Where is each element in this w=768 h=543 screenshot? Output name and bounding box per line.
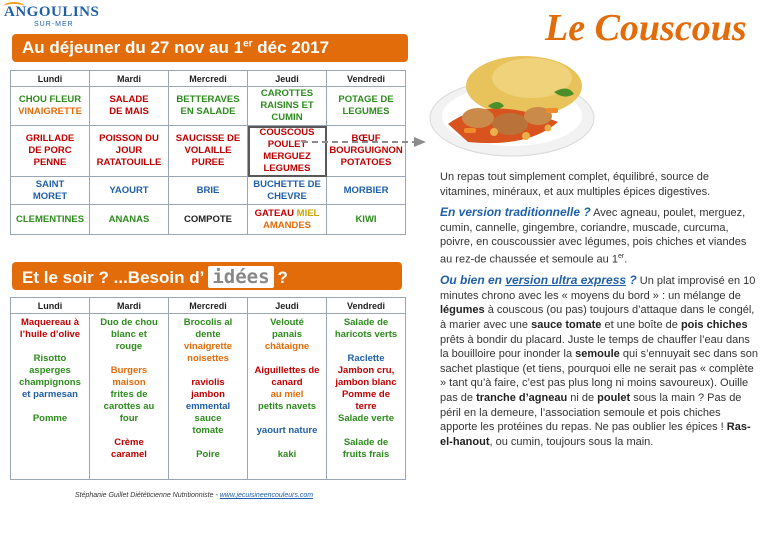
menu-item-text: CHOU FLEUR: [18, 94, 82, 105]
menu-item-text: BUCHETTE DE: [253, 178, 321, 190]
lunch-cell: [169, 87, 248, 126]
traditional-end: .: [624, 253, 628, 266]
lunch-title-post: déc 2017: [252, 38, 330, 57]
menu-item-text: [128, 425, 131, 436]
express-f: pois chiches: [680, 319, 748, 331]
credit-line: [75, 492, 313, 499]
menu-item-text: Duo de chou: [100, 317, 158, 328]
menu-item-text: PUREE: [191, 157, 225, 168]
menu-item-text: KIWI: [355, 213, 377, 225]
menu-item-text: BRIE: [196, 184, 220, 196]
menu-item-text: canard: [271, 377, 303, 388]
menu-item-text: RATATOUILLE: [96, 157, 162, 168]
lunch-cell: [248, 205, 327, 235]
lunch-row: [11, 126, 406, 177]
lunch-cell: [11, 177, 90, 205]
menu-item-text: MORBIER: [343, 184, 389, 196]
menu-item-text: champignons: [19, 377, 81, 388]
menu-item-text: GRILLADE: [25, 133, 75, 144]
menu-item-text: Salade verte: [338, 413, 394, 424]
menu-item-text: jambon: [191, 389, 225, 400]
lunch-day-header: Mardi: [90, 71, 169, 87]
menu-item-text: CAROTTES: [260, 88, 314, 99]
lunch-row: [11, 177, 406, 205]
menu-item-text: dente: [195, 329, 221, 340]
menu-item-text: GATEAU: [254, 207, 297, 219]
menu-item-text: sauce: [194, 413, 222, 424]
menu-item-text: [49, 341, 52, 352]
lunch-cell: [11, 126, 90, 177]
menu-item-text: AMANDES: [262, 219, 312, 231]
dinner-title-post: ?: [277, 268, 288, 287]
express-a: Un plat improvisé en 10 minutes chrono avec les « moyens du bord » : un mélange de: [440, 275, 756, 302]
menu-item-text: MERGUEZ: [263, 151, 311, 162]
lunch-cell: [248, 87, 327, 126]
menu-item-text: Salade de: [343, 437, 389, 448]
menu-item-text: BETTERAVES: [176, 94, 240, 105]
menu-item-text: YAOURT: [109, 184, 149, 196]
menu-item-text: Velouté: [270, 317, 304, 328]
menu-item-text: jambon blanc: [335, 377, 397, 388]
menu-item-text: CHEVRE: [267, 190, 307, 202]
menu-item-text: SAUCISSE DE: [175, 133, 241, 144]
dinner-banner: [12, 262, 402, 290]
menu-item-text: emmental: [185, 401, 231, 412]
dinner-row: [11, 314, 406, 480]
lunch-banner: [12, 34, 408, 62]
menu-item-text: asperges: [29, 365, 71, 376]
menu-item-text: noisettes: [187, 353, 229, 364]
menu-item-text: JOUR: [115, 145, 143, 156]
menu-item-text: Pomme de: [341, 389, 391, 400]
menu-item-text: POTATOES: [340, 157, 392, 168]
dinner-menu-table: [10, 297, 406, 480]
dinner-title-word: idées: [208, 266, 273, 288]
menu-item-text: BOURGUIGNON: [329, 145, 403, 156]
logo-text: ANGOULINS: [4, 4, 100, 20]
menu-item-text: Salade de: [343, 317, 389, 328]
menu-item-text: Risotto: [33, 353, 67, 364]
lunch-day-header: Vendredi: [327, 71, 406, 87]
dinner-cell: [248, 314, 327, 480]
menu-item-text: Poire: [196, 449, 220, 460]
menu-item-text: BŒUF: [351, 133, 381, 144]
traditional-sup: er: [617, 252, 625, 260]
express-h: semoule: [575, 348, 620, 361]
menu-item-text: Pomme: [32, 413, 68, 424]
menu-item-text: SALADE: [109, 94, 149, 105]
menu-item-text: raviolis: [191, 377, 225, 388]
lunch-day-header: Jeudi: [248, 71, 327, 87]
menu-item-text: DE MAIS: [109, 106, 149, 117]
logo-subtext: SUR-MER: [34, 21, 74, 28]
menu-item-text: [286, 353, 289, 364]
menu-item-text: RAISINS ET: [260, 100, 314, 111]
lunch-cell: [90, 87, 169, 126]
menu-item-text: [365, 425, 368, 436]
express-heading-c: ?: [626, 273, 637, 288]
traditional-heading: En version traditionnelle ?: [440, 205, 591, 220]
menu-item-text: POISSON DU: [99, 133, 159, 144]
menu-item-text: au miel: [270, 389, 304, 400]
lunch-row: [11, 205, 406, 235]
lunch-day-header: Lundi: [11, 71, 90, 87]
express-c: à couscous (ou pas) toujours d’attaque dans le congél, à marier avec une: [440, 304, 755, 331]
express-m: sous la main ? Pas de péril en la demeure, l’association semoule et pois chiches apporte les protéines du repas. Ne pas oublier les épices !: [440, 391, 742, 434]
menu-item-text: CLEMENTINES: [15, 213, 85, 225]
article-intro: Un repas tout simplement complet, équilibré, source de vitamines, minéraux, et aux multiples épices digestives.: [440, 171, 711, 198]
menu-item-text: vinaigrette: [183, 341, 233, 352]
menu-item-text: ANANAS: [108, 213, 150, 225]
dinner-day-header: Vendredi: [327, 298, 406, 314]
menu-item-text: VOLAILLE: [184, 145, 232, 156]
menu-item-text: panais: [271, 329, 303, 340]
menu-item-text: MIEL: [296, 207, 320, 219]
menu-item-text: Maquereau à: [20, 317, 80, 328]
dinner-day-header: Mardi: [90, 298, 169, 314]
dinner-day-header: Mercredi: [169, 298, 248, 314]
lunch-cell: [327, 177, 406, 205]
menu-item-text: Jambon cru,: [337, 365, 395, 376]
lunch-title-pre: Au déjeuner du 27 nov au 1: [22, 38, 244, 57]
menu-item-text: COUSCOUS: [259, 127, 315, 138]
menu-item-text: Brocolis al: [183, 317, 233, 328]
menu-item-text: [49, 401, 52, 412]
menu-item-text: maison: [112, 377, 146, 388]
menu-item-text: Aiguillettes de: [254, 365, 320, 376]
dinner-cell: [327, 314, 406, 480]
express-g: prêts à bondir du placard. Juste le temps de chauffer l’eau dans la bouilloire pour inonder la: [440, 333, 750, 361]
menu-item-text: DE PORC: [28, 145, 72, 156]
lunch-cell: [248, 177, 327, 205]
menu-item-text: COMPOTE: [183, 213, 233, 225]
express-n: Ras-el-hanout: [440, 421, 751, 448]
menu-item-text: POULET: [267, 139, 307, 150]
menu-item-text: PENNE: [33, 157, 67, 168]
menu-item-text: blanc et: [111, 329, 147, 340]
express-heading-a: Ou bien en: [440, 273, 506, 288]
menu-item-text: Raclette: [347, 353, 385, 364]
menu-item-text: tomate: [192, 425, 224, 436]
logo: [4, 4, 100, 32]
lunch-cell: [11, 205, 90, 235]
menu-item-text: [207, 437, 210, 448]
dinner-cell: [169, 314, 248, 480]
express-k: ni de: [567, 391, 598, 404]
menu-item-text: four: [119, 413, 139, 424]
lunch-cell: [327, 126, 406, 177]
lunch-cell: [90, 205, 169, 235]
lunch-title-sup: er: [243, 38, 253, 50]
express-d: sauce tomate: [531, 319, 602, 331]
menu-item-text: CUMIN: [271, 112, 303, 123]
express-j: tranche d’agneau: [476, 391, 568, 404]
lunch-cell: [90, 177, 169, 205]
menu-item-text: Burgers: [110, 365, 148, 376]
menu-item-text: rouge: [115, 341, 143, 352]
menu-item-text: LEGUMES: [263, 163, 311, 174]
menu-item-text: et parmesan: [22, 389, 78, 400]
menu-item-text: POTAGE DE: [338, 94, 394, 105]
lunch-cell: [169, 126, 248, 177]
article-title: Le Couscous: [545, 7, 747, 49]
dinner-day-header: Lundi: [11, 298, 90, 314]
credit-text: Stéphanie Guillet Diététicienne Nutritionniste -: [75, 492, 220, 499]
express-e: et une boîte de: [601, 319, 681, 331]
lunch-cell: [169, 205, 248, 235]
lunch-cell-highlighted: [248, 126, 327, 177]
express-b: légumes: [440, 304, 485, 317]
express-i: qui s’ennuyait sec dans son sachet plastique (et tiens, pourquoi elle ne serait pas « complète » tant qu’à faire, c’est pas plus long ni moins savoureux). Ouille pas de: [440, 348, 758, 404]
dinner-cell: [90, 314, 169, 480]
menu-item-text: haricots verts: [334, 329, 398, 340]
express-l: poulet: [597, 391, 631, 404]
menu-item-text: terre: [355, 401, 377, 412]
couscous-dish-image: [428, 44, 596, 160]
lunch-cell: [90, 126, 169, 177]
menu-item-text: frites de: [110, 389, 148, 400]
menu-item-text: yaourt nature: [256, 425, 318, 436]
article-traditional: [440, 205, 760, 267]
lunch-menu-table: [10, 70, 406, 235]
menu-item-text: [207, 365, 210, 376]
dinner-day-header: Jeudi: [248, 298, 327, 314]
dinner-title-pre: Et le soir ? ...Besoin d’: [22, 268, 205, 287]
article-express: [440, 273, 760, 449]
menu-item-text: MORET: [32, 190, 68, 202]
menu-item-text: Crème: [114, 437, 144, 448]
menu-item-text: EN SALADE: [180, 106, 236, 117]
menu-item-text: [365, 341, 368, 352]
menu-item-text: fruits frais: [342, 449, 390, 460]
menu-item-text: [286, 437, 289, 448]
menu-item-text: [286, 413, 289, 424]
lunch-day-header: Mercredi: [169, 71, 248, 87]
menu-item-text: [128, 353, 131, 364]
menu-item-text: petits navets: [257, 401, 317, 412]
menu-item-text: LEGUMES: [342, 106, 390, 117]
menu-item-text: carottes au: [103, 401, 155, 412]
express-o: , ou cumin, toujours sous la main.: [489, 435, 654, 448]
article-text: [440, 170, 760, 455]
lunch-cell: [327, 205, 406, 235]
lunch-cell: [11, 87, 90, 126]
menu-item-text: SAINT: [35, 178, 65, 190]
lunch-row: [11, 87, 406, 126]
lunch-cell: [327, 87, 406, 126]
menu-item-text: châtaigne: [264, 341, 310, 352]
traditional-body: Avec agneau, poulet, merguez, cumin, cannelle, gingembre, coriandre, muscade, curcuma, poivre, en couscoussier avec légumes, pois chiches et viandes au rez-de chaussée et semoule au 1: [440, 207, 747, 266]
menu-item-text: caramel: [111, 449, 147, 460]
dashed-arrow-icon: [302, 136, 426, 148]
express-heading-b: version ultra express: [505, 273, 627, 288]
menu-item-text: kaki: [277, 449, 297, 460]
credit-link[interactable]: www.jecuisineencouleurs.com: [219, 492, 314, 499]
lunch-cell: [169, 177, 248, 205]
dinner-cell: [11, 314, 90, 480]
menu-item-text: VINAIGRETTE: [18, 106, 82, 117]
menu-item-text: l’huile d’olive: [19, 329, 81, 340]
logo-swoosh-icon: [4, 2, 24, 10]
